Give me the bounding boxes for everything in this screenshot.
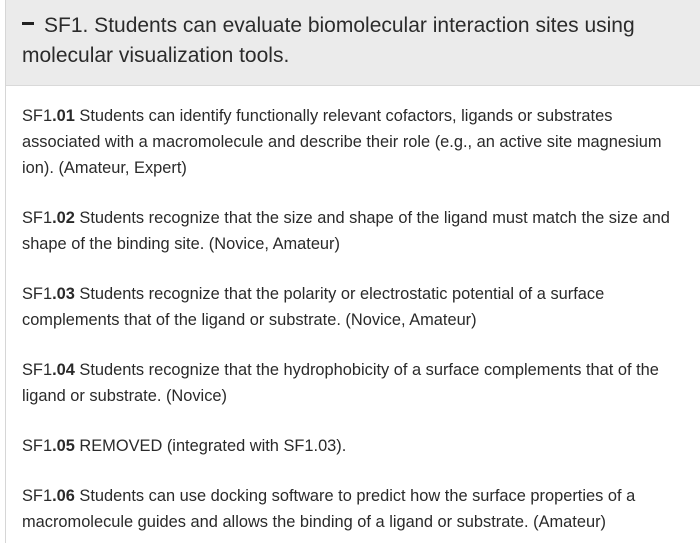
- accordion-content: [6, 86, 700, 535]
- item-prefix: SF1: [22, 107, 53, 125]
- minus-icon[interactable]: [22, 22, 34, 25]
- list-item: [22, 103, 685, 181]
- item-text: Students can identify functionally relevant cofactors, ligands or substrates associated with a macromolecule and describe their role (e.g., an active site magnesium ion). (Amateur, Expert): [22, 107, 662, 177]
- list-item: [22, 357, 685, 409]
- item-text: Students recognize that the size and shape of the ligand must match the size and shape of the binding site. (Novice, Amateur): [22, 209, 670, 253]
- item-prefix: SF1: [22, 361, 53, 379]
- list-item: [22, 281, 685, 333]
- list-item: [22, 483, 685, 535]
- item-prefix: SF1: [22, 487, 53, 505]
- list-item: [22, 433, 685, 459]
- accordion-header[interactable]: [6, 0, 700, 86]
- item-number: .01: [52, 107, 75, 125]
- item-text: REMOVED (integrated with SF1.03).: [74, 437, 347, 455]
- item-text: Students recognize that the polarity or electrostatic potential of a surface complements that of the ligand or substrate. (Novice, Amateur): [22, 285, 605, 329]
- item-prefix: SF1: [22, 285, 53, 303]
- list-item: [22, 205, 685, 257]
- section-title-text: SF1. Students can evaluate biomolecular interaction sites using molecular visualization tools.: [22, 14, 635, 67]
- item-text: Students can use docking software to predict how the surface properties of a macromolecule guides and allows the binding of a ligand or substrate. (Amateur): [22, 487, 636, 531]
- item-prefix: SF1: [22, 209, 53, 227]
- item-number: .02: [52, 209, 75, 227]
- section-title: [22, 11, 689, 71]
- item-number: .03: [52, 285, 75, 303]
- item-text: Students recognize that the hydrophobicity of a surface complements that of the ligand or substrate. (Novice): [22, 361, 659, 405]
- item-number: .05: [52, 437, 75, 455]
- item-prefix: SF1: [22, 437, 53, 455]
- item-number: .04: [52, 361, 75, 379]
- accordion-panel: [5, 0, 700, 543]
- item-number: .06: [52, 487, 75, 505]
